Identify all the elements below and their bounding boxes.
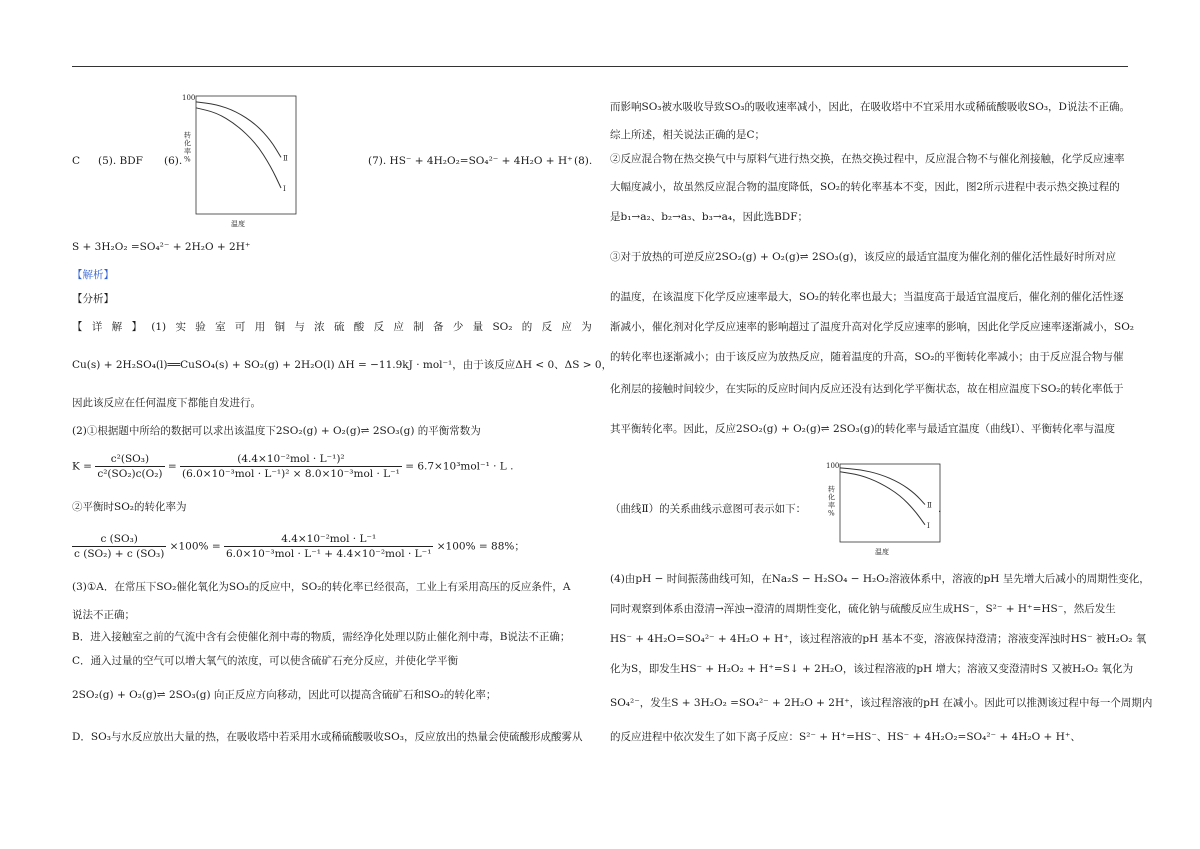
- option-c-line: C．通入过量的空气可以增大氧气的浓度，可以使含硫矿石充分反应，并使化学平衡: [72, 655, 459, 667]
- right-line-1: 而影响SO₃被水吸收导致SO₃的吸收速率减小，因此，在吸收塔中不宜采用水或稀硫酸吸收SO₃，D说法不正确。: [610, 101, 1130, 113]
- conv-result: ×100% = 88%；: [436, 540, 525, 553]
- chart-right-y-label-char: 化: [828, 493, 835, 502]
- right-line-11: 其平衡转化率。因此，反应2SO₂(g) + O₂(g)⇌ 2SO₃(g)的转化率与最适宜温度（曲线Ⅰ）、平衡转化率与温度: [610, 423, 1115, 435]
- eq8-line: S + 3H₂O₂ =SO₄²⁻ + 2H₂O + 2H⁺: [72, 241, 251, 253]
- detail-word: 硫: [333, 321, 345, 333]
- chart-right-y-label-char: %: [828, 509, 835, 518]
- chart-left-series-i-line: [196, 108, 281, 188]
- chart-right-series-i-label: Ⅰ: [927, 521, 930, 530]
- option-d-line: D．SO₃与水反应放出大量的热，在吸收塔中若采用水或稀硫酸吸收SO₃，反应放出的热量会使硫酸形成酸雾从: [72, 731, 583, 743]
- detail-word: 应: [561, 321, 572, 333]
- fenxi-heading: 【分析】: [72, 293, 114, 305]
- right-line-7: 的温度，在该温度下化学反应速率最大，SO₂的转化率也最大；当温度高于最适宜温度后，催化剂的催化活性逐: [610, 291, 1124, 303]
- chart-right-y-label-char: 率: [828, 501, 835, 510]
- jiexi-heading: 【解析】: [72, 269, 114, 281]
- answer-7: (7). HS⁻ + 4H₂O₂=SO₄²⁻ + 4H₂O + H⁺: [368, 155, 573, 167]
- right-line-13: (4)由pH − 时间振荡曲线可知，在Na₂S − H₂SO₄ − H₂O₂溶液体系中，溶液的pH 呈先增大后减小的周期性变化，: [610, 573, 1150, 585]
- option-b-line: B．进入接触室之前的气流中含有会使催化剂中毒的物质，需经净化处理以防止催化剂中毒，B说法不正确；: [72, 631, 571, 643]
- conv-den-1: c (SO₂) + c (SO₃): [74, 548, 165, 560]
- detail-word: (1): [151, 321, 167, 333]
- detail-word: 反: [541, 321, 553, 333]
- right-line-10: 化剂层的接触时间较少，在实际的反应时间内反应还没有达到化学平衡状态，故在相应温度下SO₂的转化率低于: [610, 383, 1124, 395]
- detail-word: 与: [294, 321, 305, 333]
- k-num-1: c²(SO₃): [95, 452, 164, 467]
- right-line-3: ②反应混合物在热交换气中与原料气进行热交换，在热交换过程中，反应混合物不与催化剂接触，化学反应速率: [610, 153, 1125, 165]
- chart-left: [182, 92, 302, 228]
- header-rule: [72, 66, 1128, 67]
- conv-mid: ×100% =: [169, 540, 221, 553]
- k-formula: [72, 452, 513, 481]
- k-den-2: (6.0×10⁻³mol · L⁻¹)² × 8.0×10⁻³mol · L⁻¹: [182, 468, 400, 480]
- detail-word: 备: [433, 321, 444, 333]
- k-frac-1: [95, 452, 164, 481]
- right-line-16: 化为S，即发生HS⁻ + H₂O₂ + H⁺=S↓ + 2H₂O，该过程溶液的pH 增大；溶液又变澄清时S 又被H₂O₂ 氧化为: [610, 663, 1134, 675]
- chart-right-series-i-line: [840, 472, 925, 525]
- detail-word: 的: [521, 321, 533, 333]
- detail-word: 为: [581, 321, 592, 333]
- chart-left-x-label: 温度: [231, 220, 245, 228]
- right-line-17: SO₄²⁻，发生S + 3H₂O₂ =SO₄²⁻ + 2H₂O + 2H⁺，该过程溶液的pH 在减小。因此可以推测该过程中每一个周期内: [610, 697, 1153, 709]
- conv-num-1: c (SO₃): [72, 532, 166, 547]
- detail-word: 制: [413, 321, 424, 333]
- chart-right-series-ii-label: Ⅱ: [927, 501, 932, 510]
- spontaneous-line: 因此该反应在任何温度下都能自发进行。: [72, 397, 261, 409]
- chart-left-y-label-char: 化: [184, 139, 191, 148]
- chart-right-y-label-char: 转: [828, 485, 835, 494]
- chart-left-series-ii-label: Ⅱ: [283, 154, 288, 163]
- option-a-line: (3)①A．在常压下SO₂催化氧化为SO₃的反应中，SO₂的转化率已经很高，工业上有采用高压的反应条件，A: [72, 581, 571, 593]
- right-line-8: 渐减小，催化剂对化学反应速率的影响超过了温度升高对化学反应速率的影响，因此化学反应速率逐渐减小，SO₂: [610, 321, 1135, 333]
- right-line-15: HS⁻ + 4H₂O=SO₄²⁻ + 4H₂O + H⁺，该过程溶液的pH 基本不变，溶液保持澄清；溶液变浑浊时HS⁻ 被H₂O₂ 氧: [610, 633, 1147, 645]
- chart-left-y-label-char: 转: [184, 131, 191, 140]
- detail-word: 酸: [353, 321, 365, 333]
- k-intro-line: (2)①根据题中所给的数据可以求出该温度下2SO₂(g) + O₂(g)⇌ 2SO₃(g) 的平衡常数为: [72, 425, 481, 437]
- right-line-6: ③对于放热的可逆反应2SO₂(g) + O₂(g)⇌ 2SO₃(g)，该反应的最适宜温度为催化剂的催化活性最好时所对应: [610, 251, 1117, 263]
- k-frac-2: [180, 452, 402, 481]
- chart-left-y-tick-label: 100: [182, 94, 196, 102]
- detail-word: 室: [215, 321, 226, 333]
- conv-frac-1: [72, 532, 166, 561]
- k-result: = 6.7×10³mol⁻¹ · L .: [405, 460, 514, 473]
- right-line-4: 大幅度减小，故虽然反应混合物的温度降低，SO₂的转化率基本不变，因此，图2所示进程中表示热交换过程的: [610, 181, 1120, 193]
- detail-word: 浓: [314, 321, 325, 333]
- detail-word: 解: [111, 321, 123, 333]
- k-num-2: (4.4×10⁻²mol · L⁻¹)²: [180, 452, 402, 467]
- cu-equation: Cu(s) + 2H₂SO₄(l)══CuSO₄(s) + SO₂(g) + 2H₂O(l) ΔH = −11.9kJ · mol⁻¹，由于该反应ΔH < 0、ΔS > 0，: [72, 359, 613, 371]
- detail-word: 量: [472, 321, 484, 333]
- detail-word: 应: [393, 321, 404, 333]
- answer-c: C: [72, 155, 81, 167]
- right-line-18: 的反应进程中依次发生了如下离子反应：S²⁻ + H⁺=HS⁻、HS⁻ + 4H₂O₂=SO₄²⁻ + 4H₂O + H⁺、: [610, 731, 1081, 743]
- right-line-2: 综上所述，相关说法正确的是C；: [610, 129, 766, 141]
- chart-left-y-label-char: %: [184, 155, 191, 164]
- detail-word: 实: [175, 321, 186, 333]
- k-den-1: c²(SO₂)c(O₂): [97, 468, 163, 480]
- chart-right-y-tick-label: 100: [826, 462, 840, 470]
- detail-word: 验: [195, 321, 206, 333]
- conversion-temperature-chart-left: [182, 92, 302, 228]
- chart-right: [826, 460, 946, 556]
- k-lhs: K =: [72, 460, 92, 473]
- conv-intro-line: ②平衡时SO₂的转化率为: [72, 501, 187, 513]
- chart-left-series-i-label: Ⅰ: [283, 185, 286, 194]
- chart-right-x-label: 温度: [875, 548, 889, 556]
- k-equals: =: [167, 460, 177, 473]
- option-a-line-2: 说法不正确；: [72, 609, 135, 621]
- right-line-14: 同时观察到体系由澄清→浑浊→澄清的周期性变化，硫化钠与硫酸反应生成HS⁻，S²⁻ + H⁺=HS⁻，然后发生: [610, 603, 1116, 615]
- chart-left-frame: [196, 96, 296, 214]
- detail-word: 【: [72, 321, 83, 333]
- detail-word: 可: [234, 321, 246, 333]
- detail-line: [72, 320, 592, 334]
- right-line-5: 是b₁→a₂、b₂→a₃、b₃→a₄，因此选BDF；: [610, 211, 809, 223]
- answer-8: (8).: [574, 155, 593, 167]
- answer-6: (6).: [164, 155, 183, 167]
- detail-word: 】: [131, 321, 142, 333]
- conv-den-2: 6.0×10⁻³mol · L⁻¹ + 4.4×10⁻²mol · L⁻¹: [225, 548, 432, 560]
- detail-word: 少: [452, 321, 464, 333]
- detail-word: SO₂: [492, 321, 513, 333]
- right-line-12-end: .: [938, 503, 942, 515]
- option-c-line-2: 2SO₂(g) + O₂(g)⇌ 2SO₃(g) 向正反应方向移动，因此可以提高含硫矿石和SO₂的转化率；: [72, 689, 497, 701]
- conv-formula: [72, 532, 525, 561]
- chart-left-series-ii-line: [196, 102, 281, 157]
- detail-word: 用: [254, 321, 266, 333]
- conv-num-2: 4.4×10⁻²mol · L⁻¹: [224, 532, 433, 547]
- chart-right-frame: [840, 464, 940, 542]
- conversion-temperature-chart-right: [826, 460, 946, 556]
- right-line-12: （曲线Ⅱ）的关系曲线示意图可表示如下：: [610, 503, 807, 515]
- conv-frac-2: [224, 532, 433, 561]
- detail-word: 反: [373, 321, 385, 333]
- right-line-9: 的转化率也逐渐减小；由于该反应为放热反应，随着温度的升高，SO₂的平衡转化率减小；由于反应混合物与催: [610, 351, 1124, 363]
- detail-word: 铜: [274, 321, 285, 333]
- detail-word: 详: [91, 321, 103, 333]
- chart-left-y-label-char: 率: [184, 147, 191, 156]
- answer-5: (5). BDF: [98, 155, 143, 167]
